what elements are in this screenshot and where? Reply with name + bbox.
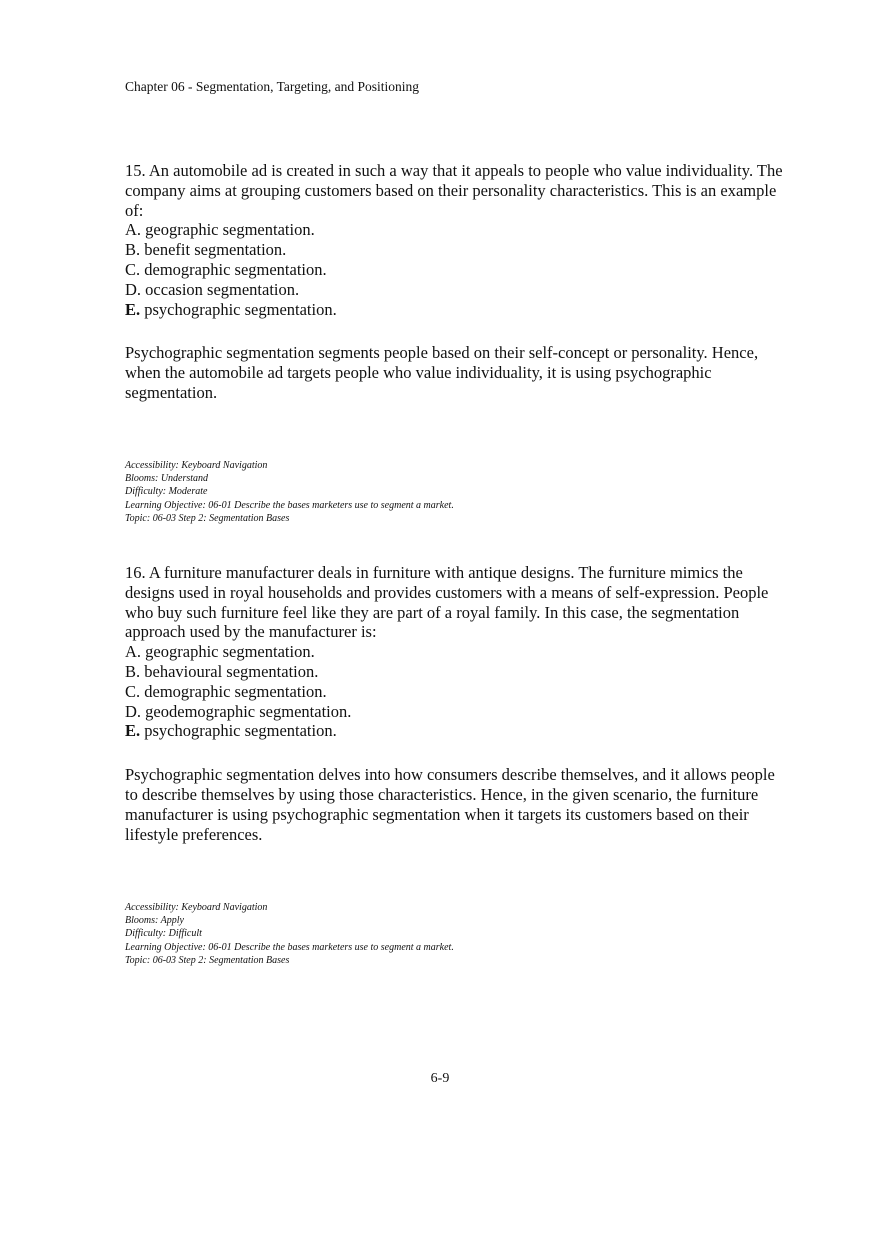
option-text: geodemographic segmentation. — [145, 701, 352, 721]
option-letter: C. — [125, 681, 141, 701]
question-15-metadata — [125, 459, 454, 525]
question-16 — [125, 563, 785, 844]
option-e-correct — [125, 300, 785, 320]
option-letter: C. — [125, 259, 141, 279]
meta-topic: Topic: 06-03 Step 2: Segmentation Bases — [125, 954, 290, 966]
meta-accessibility: Accessibility: Keyboard Navigation — [125, 460, 268, 471]
option-text: psychographic segmentation. — [144, 299, 337, 319]
option-b — [125, 662, 785, 682]
option-text: benefit segmentation. — [144, 240, 287, 260]
option-d — [125, 702, 785, 722]
question-15 — [125, 161, 785, 403]
option-e-correct — [125, 721, 785, 741]
option-letter: B. — [125, 240, 141, 260]
option-c — [125, 260, 785, 280]
meta-learning-objective: Learning Objective: 06-01 Describe the bases marketers use to segment a market. — [125, 499, 454, 511]
meta-blooms: Blooms: Apply — [125, 915, 184, 927]
page-number: 6-9 — [430, 1071, 450, 1086]
question-stem: 15. An automobile ad is created in such a way that it appeals to people who value individuality. The company aims at grouping customers based on their personality characteristics. This is an example of: — [125, 161, 783, 220]
question-stem: 16. A furniture manufacturer deals in furniture with antique designs. The furniture mimics the designs used in royal households and provides customers with a means of self-expression. People who buy such furniture feel like they are part of a royal family. In this case, the segmentation approach used by the manufacturer is: — [125, 563, 769, 642]
option-letter: D. — [125, 701, 142, 721]
option-text: behavioural segmentation. — [144, 661, 319, 681]
option-letter: A. — [125, 642, 142, 662]
option-letter: E. — [125, 299, 141, 319]
option-a — [125, 220, 785, 240]
meta-topic: Topic: 06-03 Step 2: Segmentation Bases — [125, 512, 290, 524]
option-letter: E. — [125, 721, 141, 741]
meta-blooms: Blooms: Understand — [125, 473, 209, 485]
answer-explanation: Psychographic segmentation segments people based on their self-concept or personality. Hence, when the automobile ad targets people who value individuality, it is using psychographic segmentation. — [125, 343, 759, 402]
chapter-header: Chapter 06 - Segmentation, Targeting, and Positioning — [125, 79, 420, 94]
option-b — [125, 240, 785, 260]
option-d — [125, 280, 785, 300]
meta-difficulty: Difficulty: Moderate — [125, 486, 208, 498]
option-text: geographic segmentation. — [145, 642, 315, 662]
option-letter: D. — [125, 279, 142, 299]
option-letter: B. — [125, 661, 141, 681]
answer-options — [125, 642, 785, 741]
option-text: geographic segmentation. — [145, 220, 315, 240]
answer-explanation: Psychographic segmentation delves into how consumers describe themselves, and it allows people to describe themselves by using those characteristics. Hence, in the given scenario, the furniture manufacturer is using psychographic segmentation when it targets its customers based on their lifestyle preferences. — [125, 765, 775, 844]
meta-learning-objective: Learning Objective: 06-01 Describe the bases marketers use to segment a market. — [125, 941, 454, 953]
question-16-metadata — [125, 901, 454, 967]
answer-options — [125, 220, 785, 319]
meta-difficulty: Difficulty: Difficult — [125, 928, 202, 940]
option-text: psychographic segmentation. — [144, 721, 337, 741]
option-text: demographic segmentation. — [144, 259, 327, 279]
option-text: demographic segmentation. — [144, 681, 327, 701]
option-a — [125, 642, 785, 662]
option-c — [125, 682, 785, 702]
option-letter: A. — [125, 220, 142, 240]
meta-accessibility: Accessibility: Keyboard Navigation — [125, 902, 268, 913]
option-text: occasion segmentation. — [145, 279, 300, 299]
